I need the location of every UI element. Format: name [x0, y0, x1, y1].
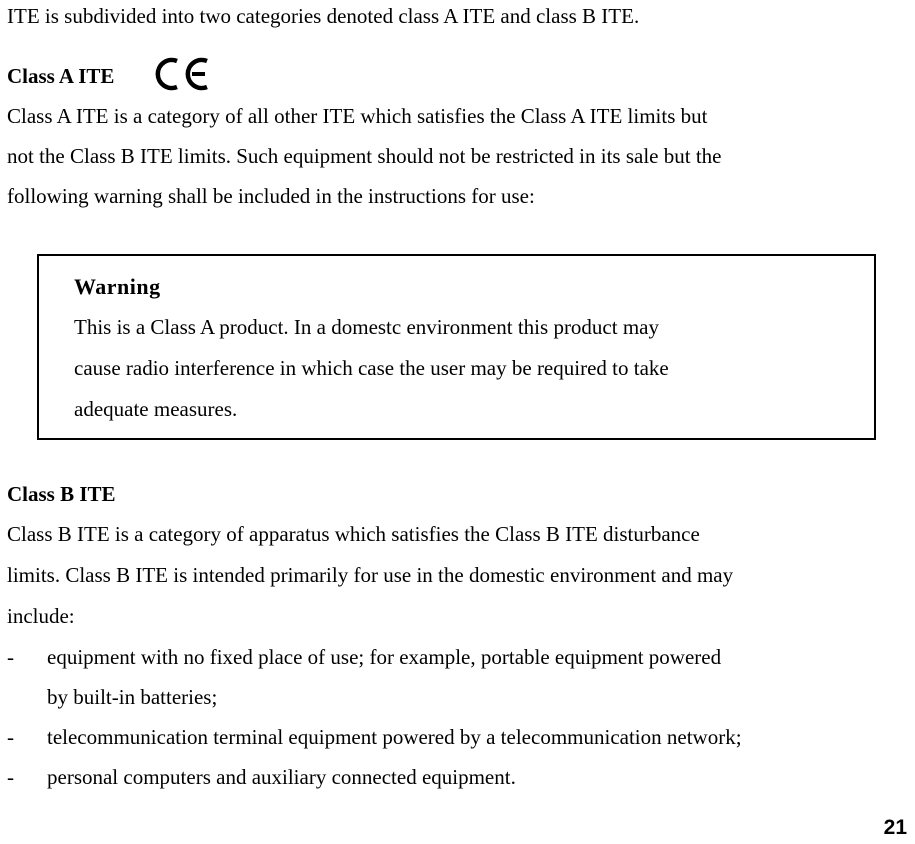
- warning-title: Warning: [74, 274, 161, 299]
- class-a-line-1: Class A ITE is a category of all other ITE which satisfies the Class A ITE limits but: [7, 104, 708, 128]
- page-number: 21: [883, 816, 907, 839]
- intro-paragraph: ITE is subdivided into two categories denoted class A ITE and class B ITE.: [7, 4, 640, 28]
- ce-mark-icon: [155, 56, 215, 92]
- warning-box: [37, 254, 876, 440]
- class-a-line-2: not the Class B ITE limits. Such equipment should not be restricted in its sale but the: [7, 144, 722, 168]
- class-a-line-3: following warning shall be included in the instructions for use:: [7, 184, 535, 208]
- class-a-heading: Class A ITE: [7, 64, 115, 88]
- bullet-marker: -: [7, 645, 14, 669]
- bullet-1-line-1: equipment with no fixed place of use; for example, portable equipment powered: [47, 645, 722, 669]
- warning-line-1: This is a Class A product. In a domestc environment this product may: [74, 315, 659, 339]
- bullet-2-line-1: telecommunication terminal equipment powered by a telecommunication network;: [47, 725, 742, 749]
- class-b-line-3: include:: [7, 604, 75, 628]
- warning-line-3: adequate measures.: [74, 397, 238, 421]
- bullet-marker: -: [7, 725, 14, 749]
- bullet-1-line-2: by built-in batteries;: [47, 685, 218, 709]
- class-b-line-1: Class B ITE is a category of apparatus which satisfies the Class B ITE disturbance: [7, 522, 700, 546]
- warning-line-2: cause radio interference in which case the user may be required to take: [74, 356, 669, 380]
- class-b-line-2: limits. Class B ITE is intended primarily for use in the domestic environment and may: [7, 563, 734, 587]
- class-b-heading: Class B ITE: [7, 482, 116, 506]
- bullet-3-line-1: personal computers and auxiliary connected equipment.: [47, 765, 516, 789]
- bullet-marker: -: [7, 765, 14, 789]
